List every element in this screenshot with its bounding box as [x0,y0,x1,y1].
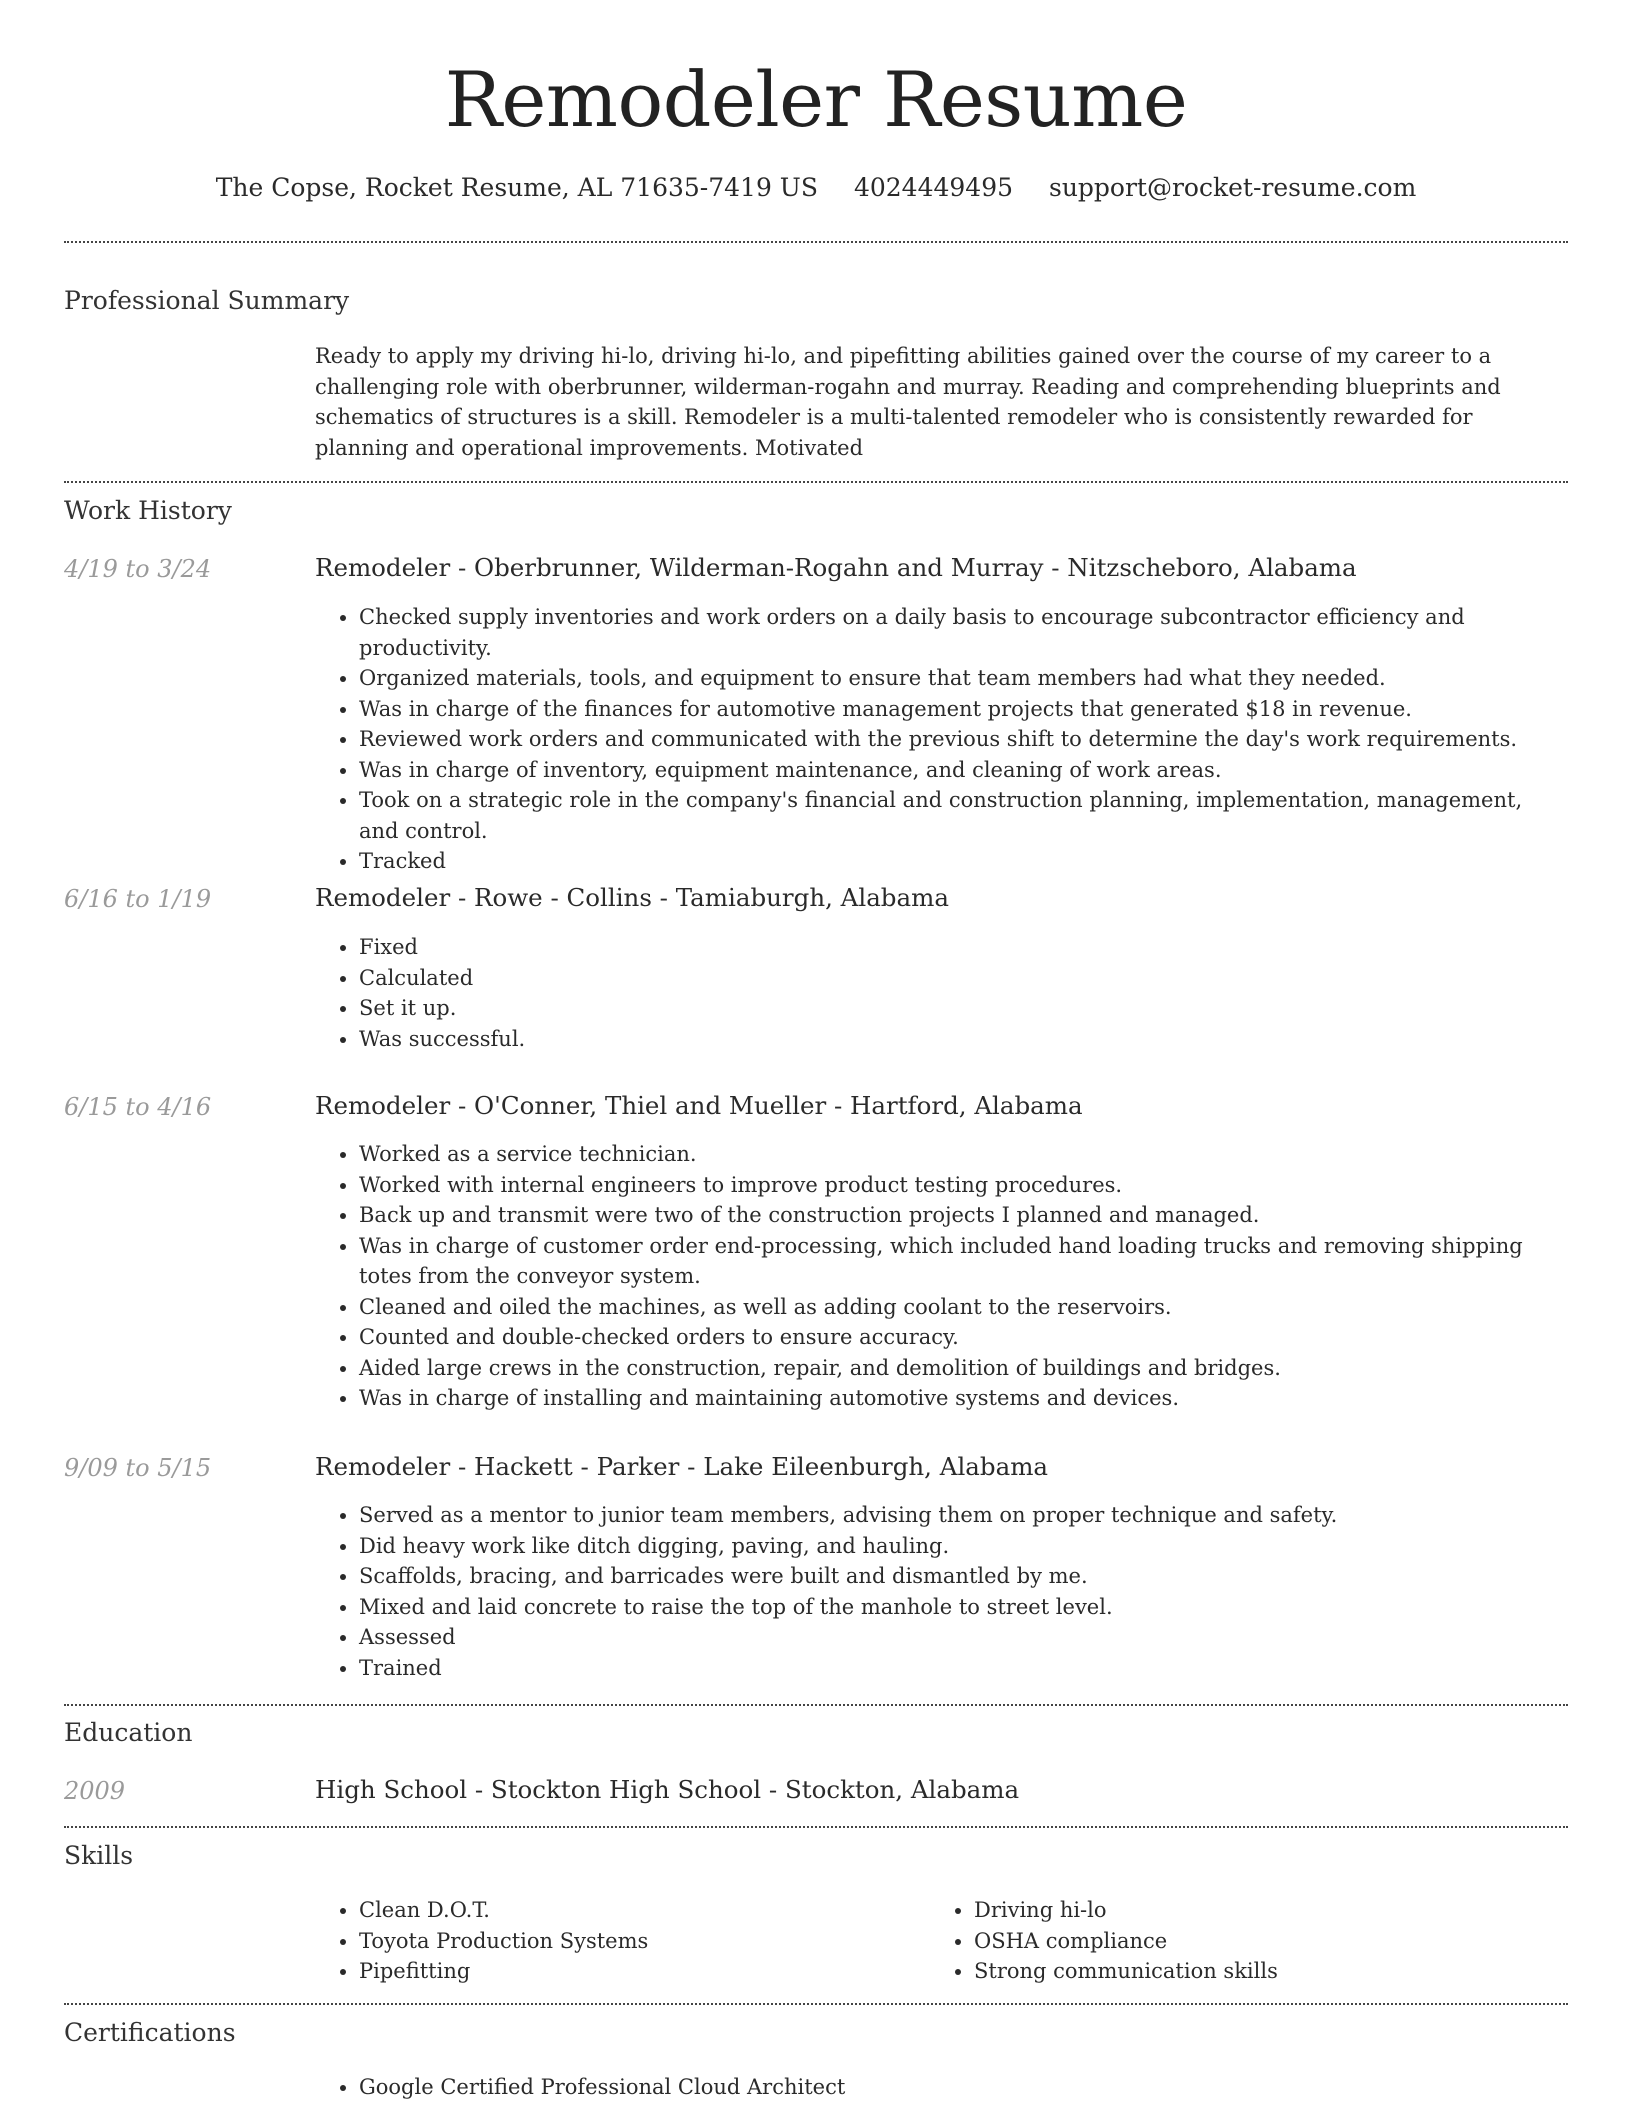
job-title: Remodeler - Hackett - Parker - Lake Eileenburgh, Alabama [315,1452,1049,1481]
job-title: Remodeler - Rowe - Collins - Tamiaburgh, Alabama [315,883,949,912]
skill-item: • Toyota Production Systems [359,1926,915,1957]
resume-title: Remodeler Resume [444,55,1188,144]
skills-list-left [315,1895,915,1987]
job-bullet: • Was in charge of inventory, equipment maintenance, and cleaning of work areas. [359,755,1568,786]
job-bullet: • Fixed [359,932,1568,963]
job-dates: 4/19 to 3/24 [64,555,212,583]
job-dates: 6/15 to 4/16 [64,1093,212,1121]
section-heading-skills: Skills [64,1841,134,1870]
job-bullet: • Was in charge of installing and maintaining automotive systems and devices. [359,1383,1568,1414]
certification-item: • Google Certified Professional Cloud Architect [359,2072,1568,2103]
divider [64,481,1568,483]
skill-item: • Clean D.O.T. [359,1895,915,1926]
job-bullets [315,932,1568,1054]
skills-list-right [930,1895,1530,1987]
education-year: 2009 [64,1777,126,1805]
job-bullet: • Was successful. [359,1024,1568,1055]
job-bullets [315,1139,1568,1414]
job-bullet: • Organized materials, tools, and equipment to ensure that team members had what they needed. [359,663,1568,694]
job-bullet: • Cleaned and oiled the machines, as well as adding coolant to the reservoirs. [359,1292,1568,1323]
job-bullet: • Was in charge of the finances for automotive management projects that generated $18 in revenue. [359,694,1568,725]
education-degree: High School - Stockton High School - Stockton, Alabama [315,1775,1020,1804]
job-dates: 9/09 to 5/15 [64,1454,212,1482]
summary-text: Ready to apply my driving hi-lo, driving hi-lo, and pipefitting abilities gained over the course of my career to a challenging role with oberbrunner, wilderman-rogahn and murray. Reading and comprehending blueprints and schematics of structures is a skill. Remodeler is a multi-talented remodeler who is consistently rewarded for planning and operational improvements. Motivated [315,344,1501,460]
section-heading-education: Education [64,1718,193,1747]
job-title: Remodeler - O'Conner, Thiel and Mueller - Hartford, Alabama [315,1091,1083,1120]
job-bullet: • Did heavy work like ditch digging, paving, and hauling. [359,1531,1568,1562]
job-bullet: • Assessed [359,1622,1568,1653]
job-bullet: • Mixed and laid concrete to raise the top of the manhole to street level. [359,1592,1568,1623]
certifications-list [315,2072,1568,2103]
job-bullet: • Trained [359,1653,1568,1684]
section-heading-summary: Professional Summary [64,286,350,315]
skill-item: • Driving hi-lo [974,1895,1530,1926]
divider [64,1704,1568,1706]
contact-line [64,168,1568,208]
job-bullets [315,1500,1568,1683]
skill-item: • OSHA compliance [974,1926,1530,1957]
contact-phone: 4024449495 [853,173,1014,202]
skill-item: • Strong communication skills [974,1956,1530,1987]
contact-email: support@rocket-resume.com [1048,173,1417,202]
section-heading-certifications: Certifications [64,2018,236,2047]
divider [64,241,1568,243]
job-bullet: • Took on a strategic role in the company's financial and construction planning, implementation, management, and control. [359,785,1568,846]
job-bullet: • Counted and double-checked orders to ensure accuracy. [359,1322,1568,1353]
job-bullet: • Scaffolds, bracing, and barricades were built and dismantled by me. [359,1561,1568,1592]
section-heading-work-history: Work History [64,496,232,525]
job-bullet: • Was in charge of customer order end-processing, which included hand loading trucks and removing shipping totes from the conveyor system. [359,1231,1568,1292]
job-bullet: • Reviewed work orders and communicated with the previous shift to determine the day's work requirements. [359,724,1568,755]
job-bullets [315,602,1568,877]
job-bullet: • Calculated [359,963,1568,994]
divider [64,2003,1568,2005]
job-title: Remodeler - Oberbrunner, Wilderman-Rogahn and Murray - Nitzscheboro, Alabama [315,553,1357,582]
job-bullet: • Tracked [359,846,1568,877]
job-bullet: • Checked supply inventories and work orders on a daily basis to encourage subcontractor efficiency and productivity. [359,602,1568,663]
job-bullet: • Worked as a service technician. [359,1139,1568,1170]
job-bullet: • Back up and transmit were two of the construction projects I planned and managed. [359,1200,1568,1231]
job-bullet: • Worked with internal engineers to improve product testing procedures. [359,1170,1568,1201]
divider [64,1826,1568,1828]
job-bullet: • Served as a mentor to junior team members, advising them on proper technique and safety. [359,1500,1568,1531]
job-dates: 6/16 to 1/19 [64,885,212,913]
job-bullet: • Set it up. [359,993,1568,1024]
job-bullet: • Aided large crews in the construction, repair, and demolition of buildings and bridges. [359,1353,1568,1384]
skill-item: • Pipefitting [359,1956,915,1987]
contact-address: The Copse, Rocket Resume, AL 71635-7419 US [215,173,819,202]
